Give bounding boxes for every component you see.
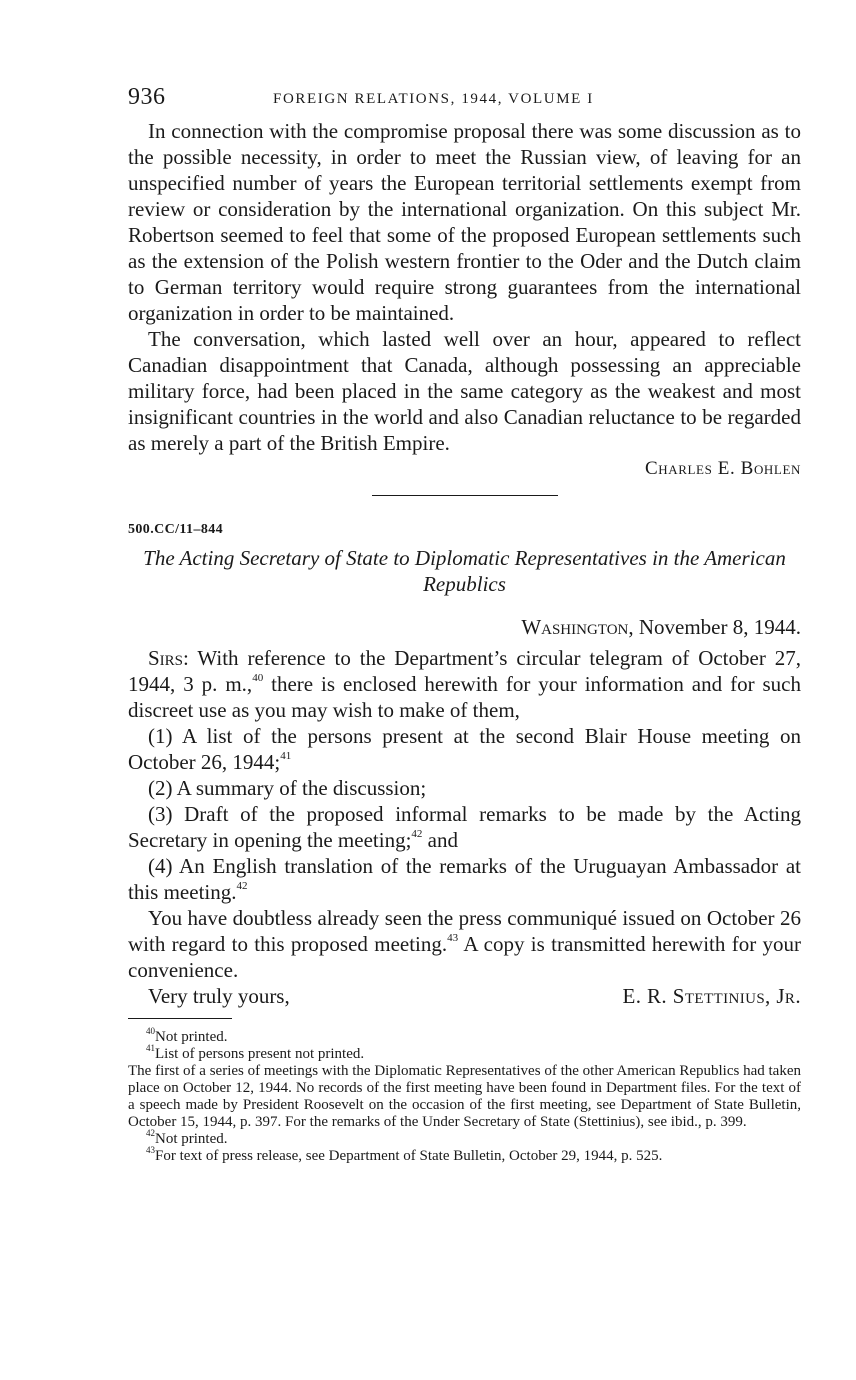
letter-intro bbox=[128, 645, 801, 723]
footnote-41-continued: The first of a series of meetings with the Diplomatic Representatives of the other American Republics had taken place on October 12, 1944. No records of the first meeting have been found in Department files. For the text of a speech made by President Roosevelt on the occasion of the first meeting, see Department of State Bulletin, October 15, 1944, p. 397. For the remarks of the Under Secretary of State (Stettinius), see ibid., p. 399. bbox=[128, 1063, 801, 1130]
footnote-40: $^{40}$Not printed. bbox=[146, 1026, 228, 1045]
memo-paragraph-1: In connection with the compromise proposal there was some discussion as to the possible necessity, in order to meet the Russian view, of leaving for an unspecified number of years the European territorial settlements exempt from review or consideration by the international organization. On this subject Mr. Robertson seemed to feel that some of the proposed European settlements such as the extension of the Polish western frontier to the Oder and the Dutch claim to German territory would require strong guarantees from the international organization in order to be maintained. bbox=[128, 119, 801, 325]
footnote-ref-41[interactable]: 41 bbox=[280, 750, 292, 762]
place-date bbox=[128, 614, 801, 640]
letter-body bbox=[128, 645, 801, 983]
enclosure-item-3: (3) Draft of the proposed informal remarks to be made by the Acting Secretary in opening the meeting;$^{42}$ and bbox=[128, 802, 801, 852]
file-number: 500.CC/11–844 bbox=[128, 522, 224, 537]
footnote-ref-40[interactable]: 40 bbox=[252, 672, 264, 684]
memo-signature: Charles E. Bohlen bbox=[644, 458, 801, 479]
place: Washington, bbox=[521, 615, 634, 639]
footnote-rule bbox=[128, 1018, 232, 1019]
page-header bbox=[128, 84, 801, 118]
page bbox=[128, 84, 801, 1165]
closing-paragraph: You have doubtless already seen the press communiqué issued on October 26 with regard to this proposed meeting.$^{43}$ A copy is transmitted herewith for your convenience. bbox=[128, 906, 802, 982]
letter-closing bbox=[128, 983, 801, 1011]
memo-body bbox=[128, 118, 801, 456]
footnote-ref-42[interactable]: 42 bbox=[411, 828, 423, 840]
running-head: FOREIGN RELATIONS, 1944, VOLUME I bbox=[273, 91, 594, 107]
enclosure-item-4: (4) An English translation of the remarks of the Uruguayan Ambassador at this meeting.$^{42}$ bbox=[128, 854, 801, 904]
complimentary-close: Very truly yours, bbox=[148, 984, 290, 1008]
document-title: The Acting Secretary of State to Diplomatic Representatives in the American Republics bbox=[143, 546, 786, 596]
date: November 8, 1944. bbox=[638, 615, 801, 639]
footnotes bbox=[128, 1026, 801, 1165]
footnote-43: $^{43}$For text of press release, see Department of State Bulletin, October 29, 1944, p. 525. bbox=[146, 1145, 663, 1164]
footnote-ref-42b[interactable]: 42 bbox=[236, 880, 248, 892]
footnote-ref-43[interactable]: 43 bbox=[447, 932, 459, 944]
intro-text-b: there is enclosed herewith for your information and for such discreet use as you may wish to make of them, bbox=[128, 672, 802, 722]
memo-paragraph-2: The conversation, which lasted well over an hour, appeared to reflect Canadian disappointment that Canada, although possessing an appreciable military force, had been placed in the same category as the weakest and most insignificant countries in the world and also Canadian reluctance to be regarded as merely a part of the British Empire. bbox=[128, 327, 801, 455]
section-divider bbox=[372, 495, 558, 496]
page-number: 936 bbox=[128, 84, 166, 110]
salutation: Sirs: bbox=[148, 646, 189, 670]
intro-text-a: With reference to the Department’s circular telegram of October 27, 1944, 3 p. m., bbox=[128, 646, 801, 696]
footnote-42: $^{42}$Not printed. bbox=[146, 1128, 228, 1147]
signer: E. R. Stettinius, Jr. bbox=[622, 984, 801, 1008]
enclosure-item-2: (2) A summary of the discussion; bbox=[148, 776, 427, 800]
enclosure-item-1: (1) A list of the persons present at the second Blair House meeting on October 26, 1944;$^{41}$ bbox=[128, 724, 801, 774]
footnote-41: $^{41}$List of persons present not printed. bbox=[146, 1043, 365, 1062]
